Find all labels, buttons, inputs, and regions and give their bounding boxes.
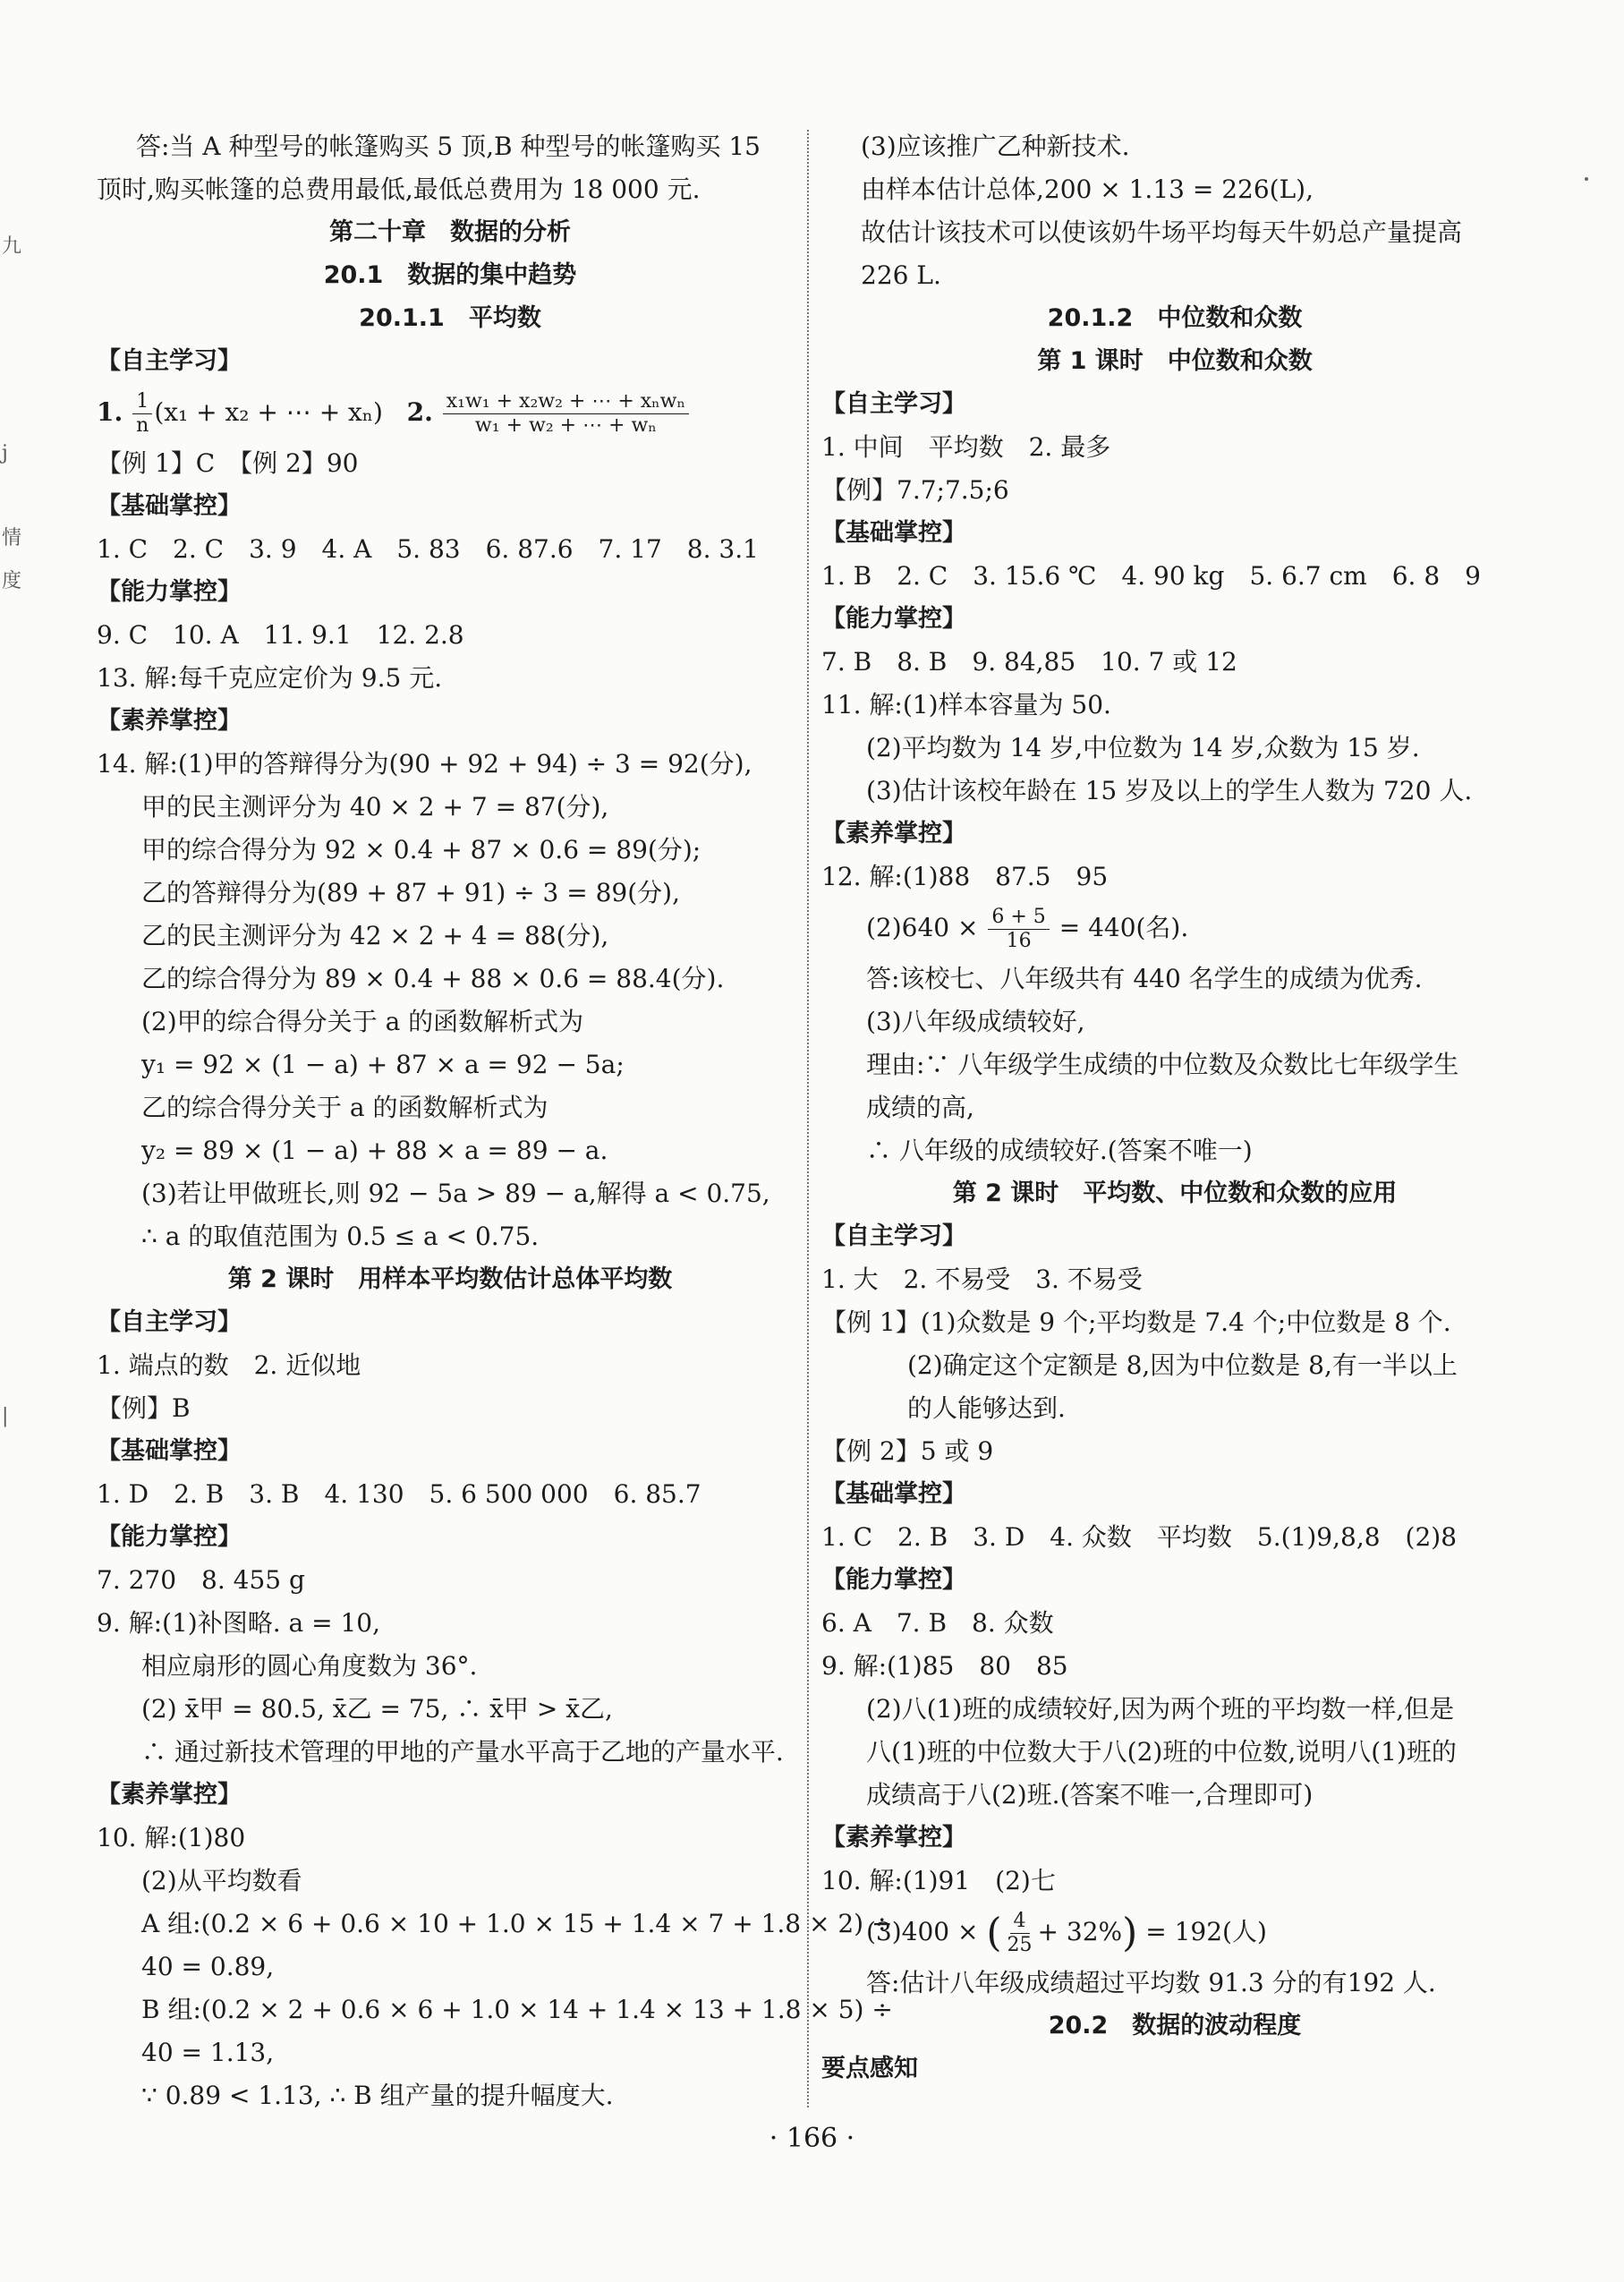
- text-line: ∴ a 的取值范围为 0.5 ≤ a < 0.75.: [141, 1222, 540, 1251]
- text-line: A 组:(0.2 × 6 + 0.6 × 10 + 1.0 × 15 + 1.4 × 7 + 1.8 × 2) ÷: [141, 1909, 893, 1938]
- answer-line: 1. D 2. B 3. B 4. 130 5. 6 500 000 6. 85.7: [97, 1479, 701, 1509]
- text-line: y₁ = 92 × (1 − a) + 87 × a = 92 − 5a;: [141, 1050, 625, 1079]
- text-line: 10. 解:(1)91 (2)七: [821, 1866, 1056, 1895]
- text-line: ∴ 八年级的成绩较好.(答案不唯一): [866, 1136, 1253, 1165]
- text-line: 【例 2】5 或 9: [821, 1436, 994, 1466]
- scan-speck: [1585, 177, 1588, 181]
- text-line: 答:该校七、八年级共有 440 名学生的成绩为优秀.: [866, 964, 1423, 993]
- text-line: ∵ 0.89 < 1.13, ∴ B 组产量的提升幅度大.: [141, 2081, 614, 2110]
- text-line: 的人能够达到.: [907, 1393, 1066, 1423]
- answer-line: 1. 大 2. 不易受 3. 不易受: [821, 1264, 1143, 1294]
- section-label: 【能力掌控】: [821, 1566, 966, 1594]
- section-label: 【自主学习】: [97, 1308, 242, 1336]
- answer-line: 9. C 10. A 11. 9.1 12. 2.8: [97, 620, 464, 650]
- fraction: [443, 390, 689, 438]
- text-line: 【例 1】C 【例 2】90: [97, 448, 359, 478]
- section-label: 【基础掌控】: [97, 1437, 242, 1465]
- fraction-denominator: 16: [1006, 930, 1032, 952]
- answer-line: 1. C 2. C 3. 9 4. A 5. 83 6. 87.6 7. 17 8. 3.1: [97, 534, 759, 564]
- section-label: 【基础掌控】: [821, 519, 966, 547]
- text-line: (2)平均数为 14 岁,中位数为 14 岁,众数为 15 岁.: [866, 733, 1420, 762]
- text-line: 13. 解:每千克应定价为 9.5 元.: [97, 663, 443, 693]
- text-line: ∴ 通过新技术管理的甲地的产量水平高于乙地的产量水平.: [141, 1737, 784, 1767]
- section-label: 【基础掌控】: [821, 1480, 966, 1508]
- section-label: 【素养掌控】: [821, 820, 966, 847]
- text-line: 【例】B: [97, 1393, 191, 1423]
- text-line: (2)确定这个定额是 8,因为中位数是 8,有一半以上: [907, 1350, 1458, 1380]
- item-number: 1.: [97, 397, 123, 427]
- column-divider: [807, 130, 809, 2107]
- text-line: 答:估计八年级成绩超过平均数 91.3 分的有192 人.: [866, 1968, 1436, 1997]
- text-line: 9. 解:(1)85 80 85: [821, 1651, 1068, 1681]
- text-line: 12. 解:(1)88 87.5 95: [821, 862, 1109, 891]
- text-line: B 组:(0.2 × 2 + 0.6 × 6 + 1.0 × 14 + 1.4 × 13 + 1.8 × 5) ÷: [141, 1995, 893, 2024]
- text-line: 乙的综合得分为 89 × 0.4 + 88 × 0.6 = 88.4(分).: [141, 964, 725, 993]
- chapter-title: 第二十章 数据的分析: [329, 218, 571, 246]
- text-line: 11. 解:(1)样本容量为 50.: [821, 690, 1111, 720]
- fraction-numerator: x₁w₁ + x₂w₂ + ⋯ + xₙwₙ: [443, 390, 689, 414]
- text-line: (2)甲的综合得分关于 a 的函数解析式为: [141, 1007, 584, 1036]
- subsection-title: 20.1.1 平均数: [359, 304, 541, 332]
- text-line: 答:当 A 种型号的帐篷购买 5 顶,B 种型号的帐篷购买 15: [136, 132, 761, 161]
- text-line: y₂ = 89 × (1 − a) + 88 × a = 89 − a.: [141, 1136, 608, 1165]
- item-number: 2.: [406, 397, 433, 427]
- section-title: 20.1 数据的集中趋势: [323, 261, 577, 289]
- fraction: [1004, 1910, 1036, 1957]
- text-line: 顶时,购买帐篷的总费用最低,最低总费用为 18 000 元.: [97, 175, 701, 204]
- fraction: [132, 390, 152, 438]
- page-number: · 166 ·: [769, 2123, 855, 2154]
- text-line: (3)八年级成绩较好,: [866, 1007, 1085, 1036]
- text-line: (2)从平均数看: [141, 1866, 302, 1895]
- answer-line: 7. 270 8. 455 g: [97, 1565, 305, 1595]
- formula-line: [821, 898, 1528, 958]
- text-line: 相应扇形的圆心角度数为 36°.: [141, 1651, 478, 1681]
- right-column: [821, 125, 1528, 2090]
- lesson-title: 第 2 课时 用样本平均数估计总体平均数: [227, 1265, 673, 1293]
- text-line: 理由:∵ 八年级学生成绩的中位数及众数比七年级学生: [866, 1050, 1459, 1079]
- text-line: 成绩的高,: [866, 1093, 974, 1122]
- formula-text: = 440(名).: [1059, 913, 1189, 942]
- text-line: 【例】7.7;7.5;6: [821, 475, 1009, 505]
- text-line: (3)若让甲做班长,则 92 − 5a > 89 − a,解得 a < 0.75,: [141, 1179, 770, 1208]
- fraction-numerator: 4: [1010, 1910, 1030, 1934]
- section-label: 【自主学习】: [821, 1222, 966, 1250]
- fraction-denominator: w₁ + w₂ + ⋯ + wₙ: [474, 414, 657, 437]
- fraction-denominator: n: [136, 414, 149, 437]
- fraction-denominator: 25: [1007, 1934, 1033, 1956]
- text-line: 由样本估计总体,200 × 1.13 = 226(L),: [861, 175, 1314, 204]
- formula-text: = 192(人): [1145, 1917, 1267, 1946]
- text-line: 甲的民主测评分为 40 × 2 + 7 = 87(分),: [141, 792, 609, 822]
- answer-line: 1. C 2. B 3. D 4. 众数 平均数 5.(1)9,8,8 (2)8: [821, 1522, 1458, 1552]
- left-paren: (: [986, 1910, 1002, 1956]
- section-label: 【自主学习】: [97, 347, 242, 375]
- text-line: 【例 1】(1)众数是 9 个;平均数是 7.4 个;中位数是 8 个.: [821, 1307, 1451, 1337]
- text-line: (3)应该推广乙种新技术.: [861, 132, 1130, 161]
- text-line: 40 = 1.13,: [141, 2038, 275, 2067]
- text-line: (3)估计该校年龄在 15 岁及以上的学生人数为 720 人.: [866, 776, 1473, 805]
- text-line: 乙的民主测评分为 42 × 2 + 4 = 88(分),: [141, 921, 609, 950]
- formula-line: [97, 383, 803, 442]
- answer-line: 7. B 8. B 9. 84,85 10. 7 或 12: [821, 647, 1237, 677]
- lesson-title: 第 1 课时 中位数和众数: [1037, 347, 1313, 375]
- text-line: (2) x̄甲 = 80.5, x̄乙 = 75, ∴ x̄甲 > x̄乙,: [141, 1694, 613, 1724]
- text-line: 八(1)班的中位数大于八(2)班的中位数,说明八(1)班的: [866, 1737, 1457, 1767]
- formula-text: (x₁ + x₂ + ⋯ + xₙ): [154, 397, 383, 427]
- section-label: 【素养掌控】: [821, 1824, 966, 1852]
- section-label: 【能力掌控】: [97, 1523, 242, 1551]
- formula-text: (2)640 ×: [866, 913, 979, 942]
- text-line: (2)八(1)班的成绩较好,因为两个班的平均数一样,但是: [866, 1694, 1455, 1724]
- text-line: 9. 解:(1)补图略. a = 10,: [97, 1608, 380, 1638]
- answer-line: 6. A 7. B 8. 众数: [821, 1608, 1054, 1638]
- text-line: 甲的综合得分为 92 × 0.4 + 87 × 0.6 = 89(分);: [141, 835, 701, 864]
- section-label: 【基础掌控】: [97, 492, 242, 520]
- section-label: 【素养掌控】: [97, 1781, 242, 1809]
- section-label: 【能力掌控】: [821, 605, 966, 633]
- key-points-label: 要点感知: [821, 2055, 918, 2082]
- text-line: 226 L.: [861, 260, 941, 290]
- answer-line: 1. 中间 平均数 2. 最多: [821, 432, 1111, 462]
- answer-line: 1. 端点的数 2. 近似地: [97, 1350, 361, 1380]
- text-line: 40 = 0.89,: [141, 1952, 275, 1981]
- fraction: [988, 906, 1049, 953]
- right-paren: ): [1122, 1910, 1138, 1956]
- section-label: 【能力掌控】: [97, 578, 242, 606]
- text-line: 10. 解:(1)80: [97, 1823, 246, 1852]
- text-line: 成绩高于八(2)班.(答案不唯一,合理即可): [866, 1780, 1314, 1809]
- section-label: 【素养掌控】: [97, 707, 242, 735]
- subsection-title: 20.1.2 中位数和众数: [1047, 304, 1303, 332]
- answer-line: 1. B 2. C 3. 15.6 ℃ 4. 90 kg 5. 6.7 cm 6. 8 9: [821, 561, 1481, 591]
- formula-text: + 32%: [1037, 1917, 1123, 1946]
- section-label: 【自主学习】: [821, 390, 966, 418]
- text-line: 14. 解:(1)甲的答辩得分为(90 + 92 + 94) ÷ 3 = 92(分),: [97, 749, 752, 779]
- lesson-title: 第 2 课时 平均数、中位数和众数的应用: [952, 1179, 1398, 1207]
- fraction-numerator: 1: [132, 390, 152, 414]
- formula-text: (3)400 ×: [866, 1917, 979, 1946]
- section-title: 20.2 数据的波动程度: [1048, 2012, 1302, 2039]
- fraction-numerator: 6 + 5: [988, 906, 1049, 930]
- text-line: 乙的综合得分关于 a 的函数解析式为: [141, 1093, 548, 1122]
- text-line: 乙的答辩得分为(89 + 87 + 91) ÷ 3 = 89(分),: [141, 878, 680, 907]
- formula-line: [821, 1903, 1528, 1962]
- text-line: 故估计该技术可以使该奶牛场平均每天牛奶总产量提高: [861, 217, 1463, 247]
